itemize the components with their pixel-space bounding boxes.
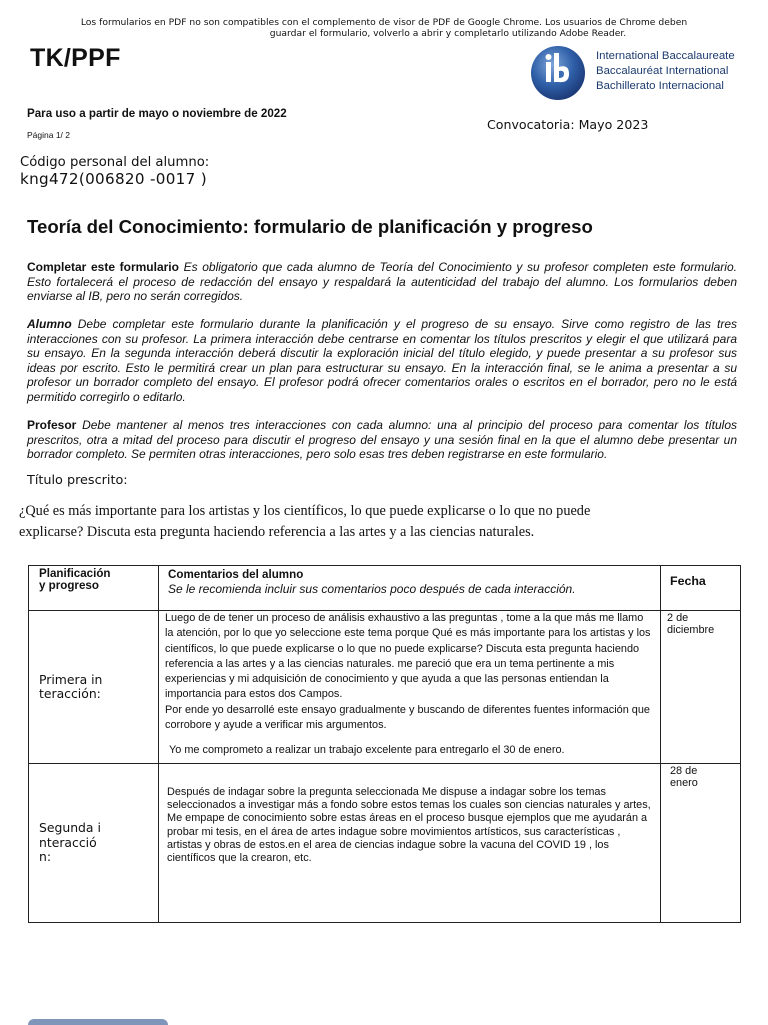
notice-line-2: guardar el formulario, volverlo a abrir y completarlo utilizando Adobe Reader. [269, 28, 627, 39]
page-number: Página 1/ 2 [27, 130, 71, 140]
header-comentarios-title: Comentarios del alumno [168, 568, 304, 581]
table-row [29, 611, 741, 764]
row-label-primera [29, 611, 159, 764]
header-comentarios [159, 566, 661, 611]
pdf-compatibility-notice [0, 17, 768, 39]
comment-primera-p2: Por ende yo desarrollé este ensayo gradualmente y buscando de diferentes fuentes información que corrobore y ayude a verificar mis argumentos. [165, 703, 650, 732]
notice-line-1: Los formularios en PDF no son compatibles con el complemento de visor de PDF de Google Chrome. Los usuarios de Chrome deben [80, 17, 688, 28]
instructions-alumno [27, 317, 737, 404]
comment-primera-p1: Luego de de tener un proceso de análisis exhaustivo a las preguntas , tome a la que más me llamo la atención, por lo que yo seleccione este tema porque Qué es más importante para los artistas y los científicos, lo que puede explicarse o lo que no puede explicarse? Discuta esta pregunta haciendo referencia a las artes y a las ciencias naturales. me pareció que era un tema pertinente a mis experiencias y mi adquisición de conocimiento y que ayuda a que las personas entiendan la importancia para estos dos Campos. [165, 612, 651, 701]
completar-text: Es obligatorio que cada alumno de Teoría del Conocimiento y su profesor completen este formulario. Esto fortalecerá el proceso de redacción del ensayo y respaldará la autenticidad del trabajo del alumno. Los formularios deben enviarse al IB, pero no serán corregidos. [27, 260, 737, 303]
row-label-primera-text: Primera interacción: [39, 671, 103, 701]
instructions-profesor [27, 418, 737, 462]
prescribed-title-field[interactable]: ¿Qué es más importante para los artistas y los científicos, lo que puede explicarse o lo que no puede explicarse? Discuta esta pregunta haciendo referencia a las artes y a las ciencias naturales. [19, 503, 591, 540]
completar-label: Completar este formulario [27, 260, 179, 274]
header-planificacion-label: Planificación y progreso [39, 567, 111, 592]
row-label-segunda-text: Segunda interacción: [39, 820, 101, 865]
profesor-text: Debe mantener al menos tres interacciones con cada alumno: una al principio del proceso para comentar los títulos prescritos, otra a mitad del proceso para discutir el progreso del ensayo y una sesión final en la que el alumno debe presentar un borrador completo. Se permiten otras interacciones, pero solo esas tres deben registrarse en este formulario. [27, 418, 737, 461]
comment-field-primera[interactable] [159, 611, 661, 764]
comment-field-segunda[interactable] [159, 764, 661, 923]
row-label-segunda [29, 764, 159, 923]
page-title: Teoría del Conocimiento: formulario de planificación y progreso [27, 216, 593, 237]
comment-primera-p3: Yo me comprometo a realizar un trabajo excelente para entregarlo el 30 de enero. [169, 744, 565, 757]
alumno-text: Debe completar este formulario durante la planificación y el progreso de su ensayo. Sirve como registro de las tres interacciones con su profesor. La primera interacción debe centrarse en comentar los títulos prescritos y elegir el que utilizará para su ensayo. En la segunda interacción deberá discutir la exploración inicial del título elegido, y puede presentar a su profesor sus ideas por escrito. Esto le permitirá crear un plan para estructurar su ensayo. En la interacción final, se le anima a presentar a su profesor un borrador completo del ensayo. El profesor podrá ofrecer comentarios orales o escritos en el borrador, pero no le está permitido corregirlo o editarlo. [27, 317, 737, 404]
alumno-label: Alumno [27, 317, 72, 331]
header-planificacion [29, 566, 159, 611]
student-code-field[interactable]: kng472(006820 -0017 ) [20, 170, 207, 188]
page-edge-decoration [28, 1019, 168, 1025]
ib-name-en: International Baccalaureate [596, 50, 735, 62]
ib-name-es: Bachillerato Internacional [596, 80, 724, 92]
ib-name-block [596, 49, 735, 94]
date-primera-text: 2 de diciembre [667, 612, 715, 636]
validity-note: Para uso a partir de mayo o noviembre de 2022 [27, 107, 287, 120]
form-code: TK/PPF [30, 44, 121, 72]
date-segunda-text: 28 de enero [670, 765, 698, 789]
prescribed-title-label: Título prescrito: [27, 473, 128, 488]
date-field-primera[interactable] [661, 611, 741, 764]
instructions-completar [27, 260, 737, 304]
table-row [29, 764, 741, 923]
ib-globe-icon [528, 44, 590, 104]
header-comentarios-subtitle: Se le recomienda incluir sus comentarios poco después de cada interacción. [168, 582, 576, 596]
session-label: Convocatoria: Mayo 2023 [487, 117, 649, 132]
date-field-segunda[interactable] [661, 764, 741, 923]
comment-segunda-p1: Después de indagar sobre la pregunta seleccionada Me dispuse a indagar sobre los temas seleccionados a investigar más a fondo sobre estos temas los cuales son ciencias naturales y artes, Me empape de conocimiento sobre estas áreas en el proceso busque ejemplos que me ayudarán a probar mi tesis, en el área de artes indague sobre movimientos artísticos, sus características , artistas y obras de estos.en el area de ciencias indague sobre la vacuna del COVID 19 , los científicos que la crearon, etc. [167, 786, 651, 865]
header-fecha: Fecha [661, 566, 741, 611]
student-code-label: Código personal del alumno: [20, 155, 210, 170]
planning-table [28, 565, 741, 923]
ib-name-fr: Baccalauréat International [596, 65, 729, 77]
profesor-label: Profesor [27, 418, 77, 432]
table-header-row [29, 566, 741, 611]
